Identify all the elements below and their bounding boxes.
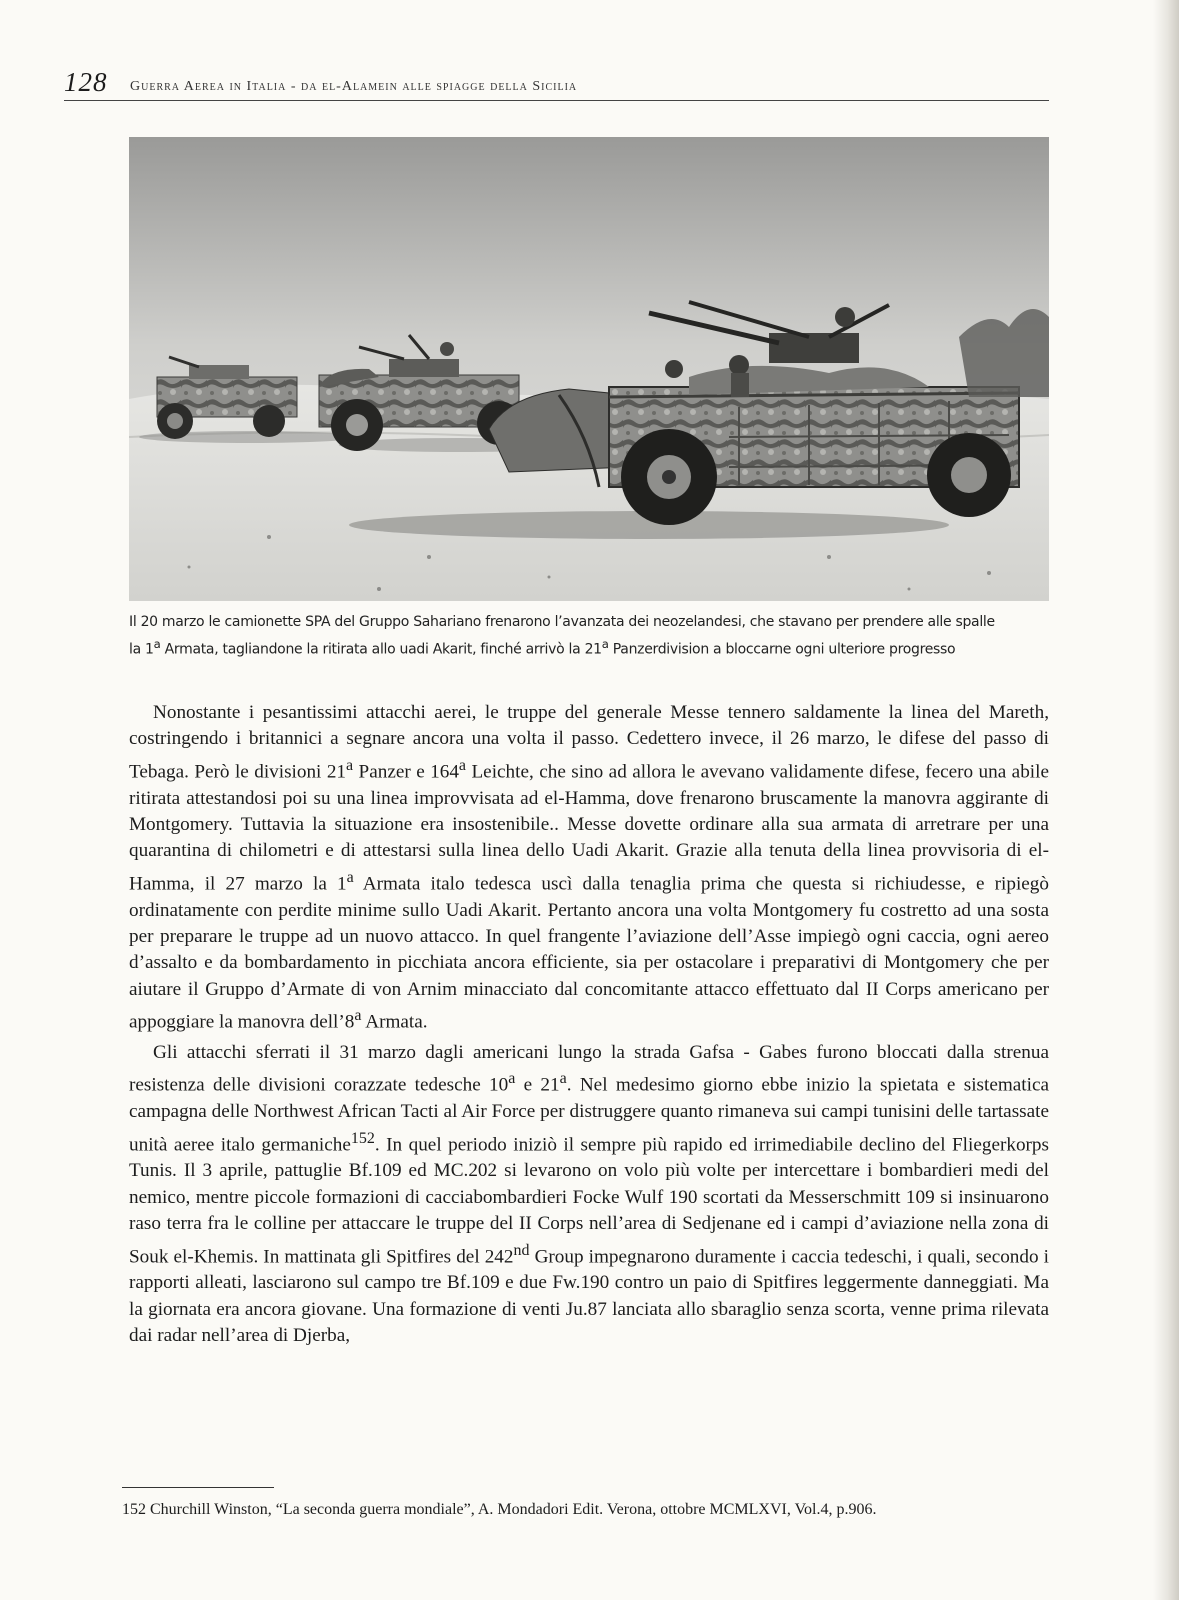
page-number: 128 [64,67,108,97]
footnote-divider [122,1487,274,1488]
body-text [129,700,1049,1350]
footnote: 152 Churchill Winston, “La seconda guerra mondiale”, A. Mondadori Edit. Verona, ottobre MCMLXVI, Vol.4, p.906. [122,1501,877,1518]
page-header [64,67,1049,101]
photo-illustration [129,137,1049,601]
photo-caption [129,611,1059,661]
archival-photo [129,137,1049,601]
book-spine-shadow [1153,0,1179,1600]
paragraph-2: Gli attacchi sferrati il 31 marzo dagli americani lungo la strada Gafsa - Gabes furono bloccati dalla strenua resistenza delle divisioni corazzate tedesche 10$^a$ e 21$^a$. Nel medesimo giorno ebbe inizio la spietata e sistematica campagna delle Northwest African Tacti al Air Force per distruggere quanto rimaneva sui campi tunisini delle tartassate unità aeree italo germaniche$^{152}$. In quel periodo iniziò il sempre più rapido ed irrimediabile declino del Fliegerkorps Tunis. Il 3 aprile, pattuglie Bf.109 ed MC.202 si levarono on volo più volte per intercettare i bombardieri medi del nemico, mentre piccole formazioni di cacciabombardieri Focke Wulf 190 scortati da Messerschmitt 109 si insinuarono raso terra fra le colline per attaccare le truppe del II Corps nell’area di Sedjenane ed i campi d’aviazione nella zona di Souk el-Khemis. In mattinata gli Spitfires del 242nd Group impegnarono duramente i caccia tedeschi, i quali, secondo i rapporti alleati, lasciarono sul campo tre Bf.109 e due Fw.190 contro un paio di Spitfires leggermente danneggiati. Ma la giornata era ancora giovane. Una formazione di venti Ju.87 lanciata allo sbaraglio senza scorta, venne prima rilevata dai radar nell’area di Djerba, [129,1042,1049,1347]
footnote-reference: 152 [350,1129,375,1147]
paragraph-1: Nonostante i pesantissimi attacchi aerei, le truppe del generale Messe tennero saldamente la linea del Mareth, costringendo i britannici a segnare ancora una volta il passo. Cedettero invece, il 26 marzo, le difese del passo di Tebaga. Però le divisioni 21$^a$ Panzer e 164$^a$ Leichte, che sino ad allora le avevano validamente difese, fecero una abile ritirata attestandosi poi su una linea improvvisata ad el-Hamma, dove frenarono bruscamente la manovra aggirante di Montgomery. Tuttavia la situazione era insostenibile.. Messe dovette ordinare alla sua armata di arretrare per una quarantina di chilometri e di attestarsi sulla linea dello Uadi Akarit. Grazie alla tenuta della linea provvisoria di el-Hamma, il 27 marzo la 1$^a$ Armata italo tedesca uscì dalla tenaglia prima che questa si richiudesse, e ripiegò ordinatamente con perdite minime sullo Uadi Akarit. Pertanto ancora una volta Montgomery fu costretto ad una sosta per preparare le truppe ad un nuovo attacco. In quel frangente l’aviazione dell’Asse impiegò ogni caccia, ogni aereo d’assalto e da bombardamento in picchiata ancora efficiente, sia per ostacolare i preparativi di Montgomery che per aiutare il Gruppo d’Armate di von Arnim minacciato dal concomitante attacco effettuato dal II Corps americano per appoggiare la manovra dell’8$^a$ Armata. [129,702,1049,1033]
caption-line-1: Il 20 marzo le camionette SPA del Gruppo Sahariano frenarono l’avanzata dei neozelandesi, che stavano per prendere alle spalle [129,614,995,630]
running-title: Guerra Aerea in Italia - da el-Alamein alle spiagge della Sicilia [130,79,578,94]
caption-line-2: la 1$^a$ Armata, tagliandone la ritirata allo uadi Akarit, finché arrivò la 21$^a$ Panzerdivision a bloccarne ogni ulteriore progresso [129,637,956,658]
